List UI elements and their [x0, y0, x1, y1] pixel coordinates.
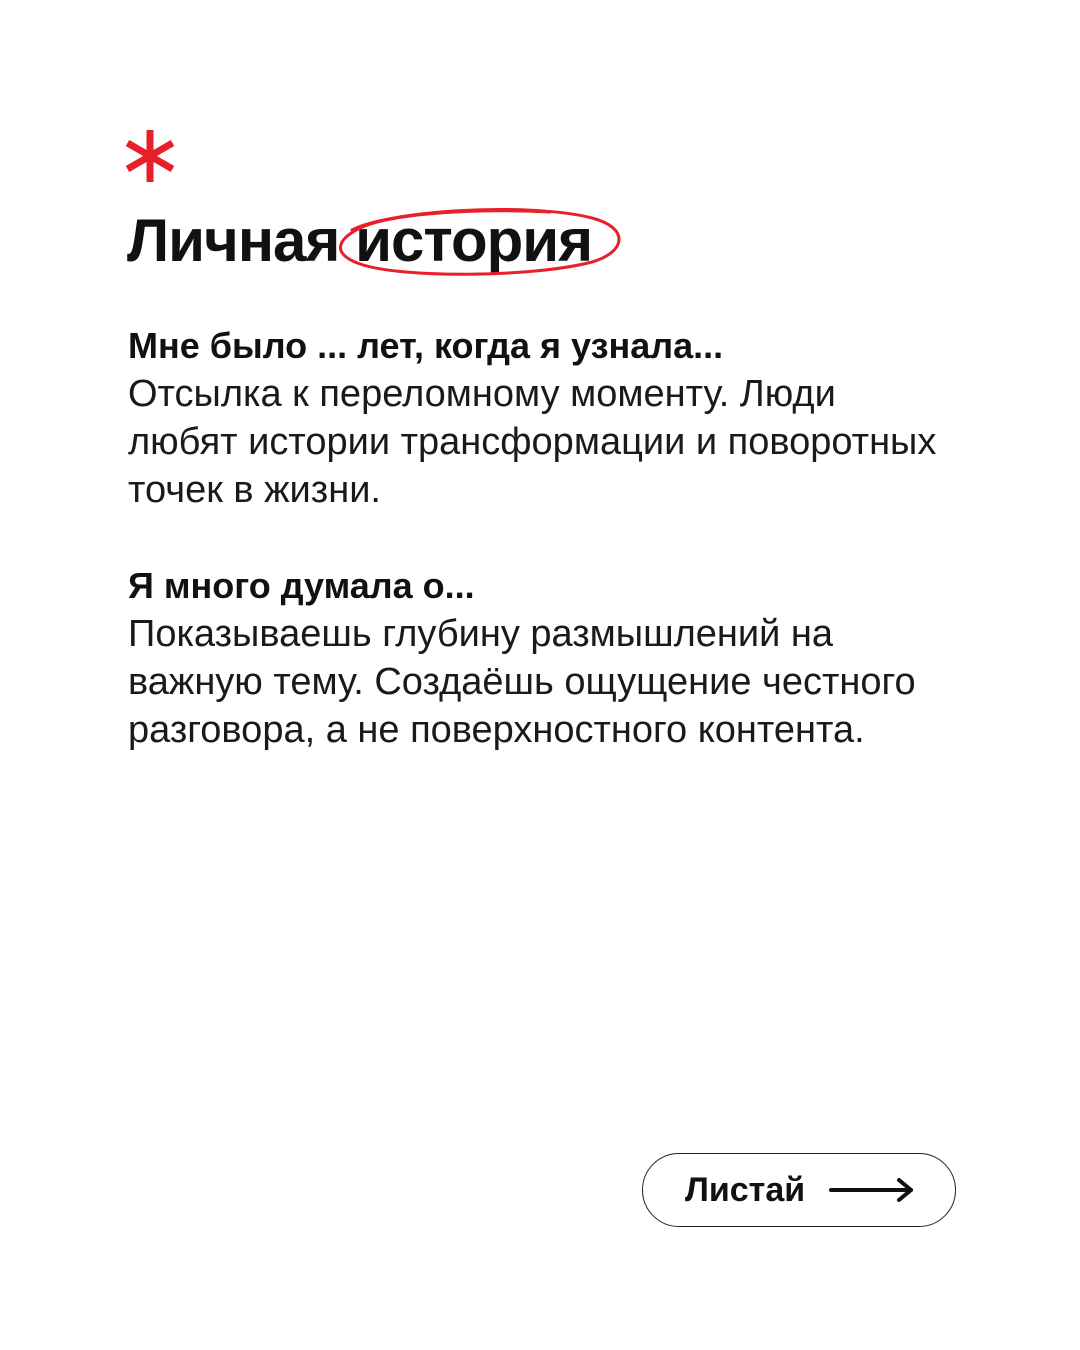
section-body: Отсылка к переломному моменту. Люди любят истории трансформации и поворотных точек в жизни.	[128, 373, 937, 511]
asterisk-icon	[120, 126, 180, 186]
swipe-next-label: Листай	[685, 1171, 806, 1209]
section-reflection	[128, 562, 948, 754]
arrow-right-icon	[829, 1177, 915, 1203]
section-heading: Мне было ... лет, когда я узнала...	[128, 325, 724, 366]
section-body: Показываешь глубину размышлений на важную тему. Создаёшь ощущение честного разговора, а не поверхностного контента.	[128, 613, 916, 751]
circle-highlight-icon	[330, 200, 630, 282]
section-personal-moment	[128, 322, 948, 514]
title-part-1: Личная	[127, 207, 340, 274]
swipe-next-button[interactable]	[642, 1153, 956, 1227]
section-heading: Я много думала о...	[128, 565, 475, 606]
title-part-2: история	[355, 207, 593, 274]
